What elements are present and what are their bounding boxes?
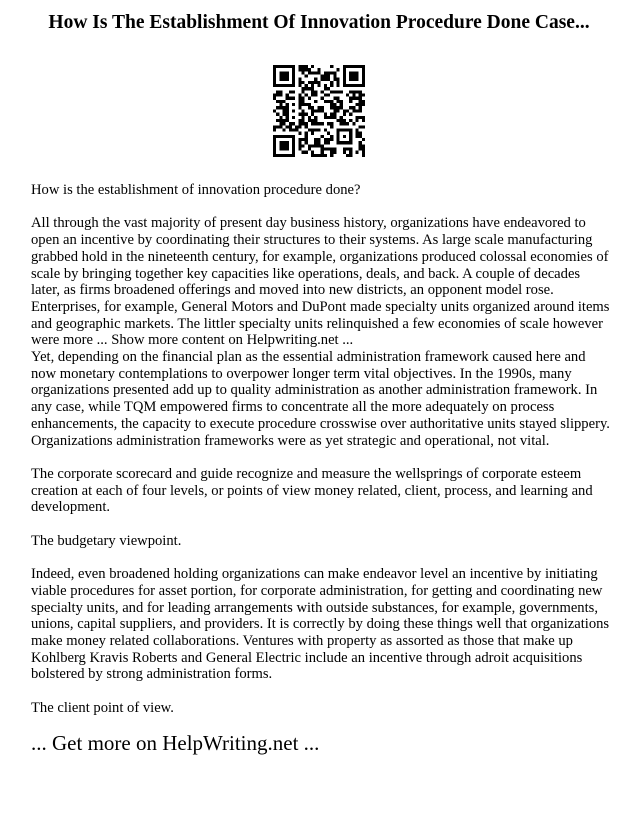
paragraph-financial-plan: Yet, depending on the financial plan as the essential administration framework caused here and now monetary contemplations to overpower longer term vital objectives. In the 1990s, many organizations presented add up to quality administration as another administration framework. In any case, while TQM empowered firms to concentrate all the more adequately on process enhancements, the capacity to execute procedure crosswise over authoritative units stayed slippery. Organizations administration frameworks were as yet strategic and operational, not vital. [31,349,610,449]
qr-code-icon[interactable] [273,65,365,157]
paragraph-budgetary-viewpoint: The budgetary viewpoint. [31,532,182,549]
paragraph-client-view: The client point of view. [31,699,174,716]
paragraph-question: How is the establishment of innovation procedure done? [31,182,361,198]
paragraph-scorecard: The corporate scorecard and guide recognize and measure the wellsprings of corporate esteem creation at each of four levels, or points of view money related, client, process, and learning and development. [31,465,593,516]
document-title: How Is The Establishment Of Innovation Procedure Done Case... [48,12,590,33]
paragraph-history: All through the vast majority of present day business history, organizations have endeavored to open an incentive by coordinating their structures to their systems. As large scale manufacturing grabbed hold in the nineteenth century, for example, organizations produced colossal economies of scale by bringing together key capacities like operations, deals, and back. A couple of decades later, as firms broadened offerings and moved into new districts, an opponent model rose. Enterprises, for example, General Motors and DuPont made specialty units organized around items and geographic markets. The littler specialty units relinquished a few economies of scale however were more ... Show more content on Helpwriting.net ... [31,215,610,349]
document-body [31,182,611,733]
get-more-link[interactable]: ... Get more on HelpWriting.net ... [31,731,320,755]
paragraph-holding-organizations: Indeed, even broadened holding organizations can make endeavor level an incentive by initiating viable procedures for asset portion, for corporate administration, for getting and coordinating new specialty units, and for leading arrangements with outside substances, for example, governments, unions, capital suppliers, and providers. It is correctly by doing these things well that organizations make money related collaborations. Ventures with property as assorted as those that make up Kohlberg Kravis Roberts and General Electric include an incentive through adroit acquisitions bolstered by strong administration forms. [31,566,610,683]
